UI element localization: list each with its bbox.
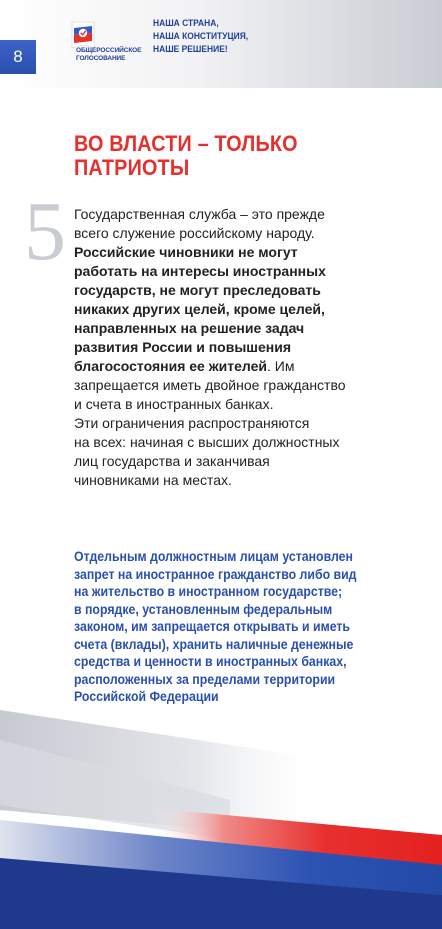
paragraph-line: [74, 433, 394, 452]
paragraph-run: . Им: [267, 358, 295, 374]
highlight-line: расположенных за пределами территории: [74, 671, 336, 687]
paragraph-line: [74, 243, 394, 262]
header-slogan: НАША СТРАНА, НАША КОНСТИТУЦИЯ, НАШЕ РЕШЕНИЕ!: [153, 18, 249, 55]
paragraph-line: [74, 338, 394, 357]
paragraph-run: чиновниками на местах.: [74, 472, 232, 488]
paragraph-line: [74, 262, 394, 281]
paragraph-run: Эти ограничения распространяются: [74, 415, 310, 431]
paragraph-line: [74, 452, 394, 471]
paragraph-run: Государственная служба – это прежде: [74, 206, 325, 222]
paragraph-line: [74, 471, 394, 490]
page-header: [0, 0, 442, 88]
highlight-paragraph: [74, 548, 359, 706]
paragraph-run: на всех: начиная с высших должностных: [74, 434, 340, 450]
paragraph-bold-run: никаких других целей, кроме целей,: [74, 301, 325, 317]
paragraph-line: [74, 205, 394, 224]
section-number: 5: [24, 185, 66, 278]
paragraph-line: [74, 319, 394, 338]
paragraph-line: [74, 224, 394, 243]
page-number: 8: [0, 40, 36, 74]
footer-decoration: [0, 690, 442, 929]
paragraph-bold-run: государств, не могут преследовать: [74, 282, 321, 298]
paragraph-line: [74, 357, 394, 376]
highlight-line: запрет на иностранное гражданство либо вид: [74, 566, 357, 582]
logo-caption: ОБЩЕРОССИЙСКОЕ ГОЛОСОВАНИЕ: [76, 47, 142, 62]
highlight-line: в порядке, установленным федеральным: [74, 601, 333, 617]
highlight-line: на жительство в иностранном государстве;: [74, 584, 343, 599]
paragraph-run: всего служение российскому народу.: [74, 225, 315, 241]
paragraph-run: запрещается иметь двойное гражданство: [74, 377, 346, 393]
highlight-line: законом, им запрещается открывать и иметь: [74, 619, 350, 634]
paragraph-bold-run: Российские чиновники не могут: [74, 244, 298, 260]
section-title: ВО ВЛАСТИ – ТОЛЬКО ПАТРИОТЫ: [74, 131, 298, 180]
paragraph-bold-run: работать на интересы иностранных: [74, 263, 326, 279]
paragraph-bold-run: направленных на решение задач: [74, 320, 305, 336]
paragraph-run: лиц государства и заканчивая: [74, 453, 270, 469]
paragraph-line: [74, 414, 394, 433]
paragraph-line: [74, 376, 394, 395]
paragraph-line: [74, 281, 394, 300]
paragraph-bold-run: развития России и повышения: [74, 339, 291, 355]
highlight-line: средства и ценности в иностранных банках,: [74, 654, 347, 669]
paragraph-line: [74, 300, 394, 319]
highlight-line: Российской Федерации: [74, 689, 219, 704]
highlight-line: Отдельным должностным лицам установлен: [74, 549, 353, 564]
highlight-line: счета (вклады), хранить наличные денежные: [74, 636, 354, 652]
paragraph-bold-run: благосостояния ее жителей: [74, 358, 267, 374]
paragraph-run: и счета в иностранных банках.: [74, 396, 274, 412]
paragraph-line: [74, 395, 394, 414]
section-paragraph: [74, 205, 394, 490]
